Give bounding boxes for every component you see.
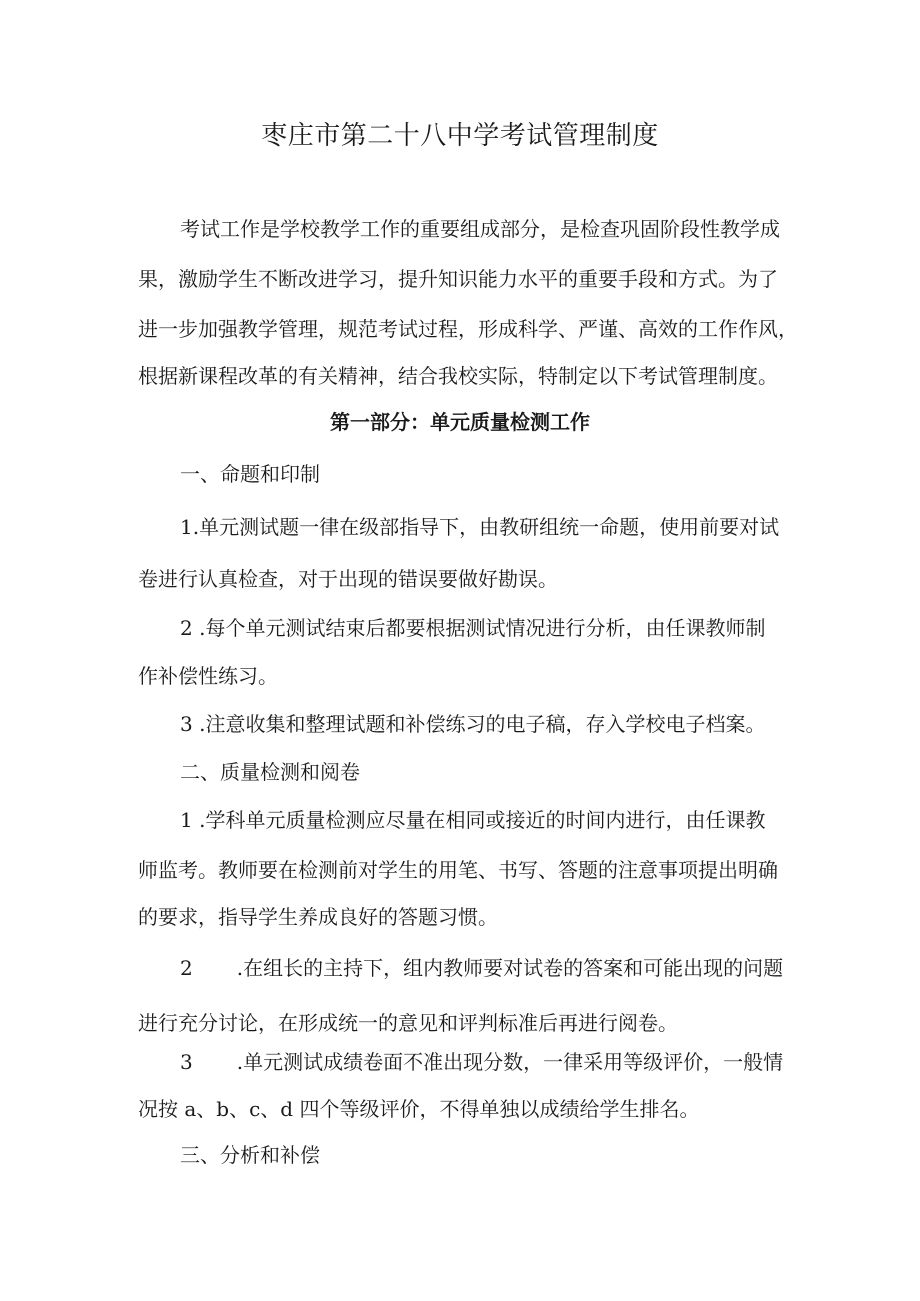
section1-heading: 一、命题和印制 (180, 462, 320, 486)
s2-item3-text: .单元测试成绩卷面不准出现分数，一律采用等级评价，一般情 (236, 1050, 784, 1074)
s2-item3-line-2: 况按 a、b、c、d 四个等级评价，不得单独以成绩给学生排名。 (138, 1097, 700, 1121)
s1-item2-line-1: 2 .每个单元测试结束后都要根据测试情况进行分析，由任课教师制 (180, 616, 766, 640)
intro-line-4: 根据新课程改革的有关精神，结合我校实际，特制定以下考试管理制度。 (138, 364, 778, 388)
section2-heading: 二、质量检测和阅卷 (180, 760, 360, 784)
s2-item2-line-1 (180, 953, 783, 983)
part1-heading: 第一部分：单元质量检测工作 (330, 410, 590, 434)
intro-line-3: 进一步加强教学管理，规范考试过程，形成科学、严谨、高效的工作作风， (138, 317, 798, 341)
intro-line-2: 果，激励学生不断改进学习，提升知识能力水平的重要手段和方式。为了 (138, 267, 778, 291)
s2-item1-line-2: 师监考。教师要在检测前对学生的用笔、书写、答题的注意事项提出明确 (138, 858, 778, 882)
s2-item3-line-1 (180, 1047, 783, 1077)
s2-item2-line-2: 进行充分讨论，在形成统一的意见和评判标准后再进行阅卷。 (138, 1011, 678, 1035)
s1-item1-line-1: 1.单元测试题一律在级部指导下，由教研组统一命题，使用前要对试 (180, 515, 780, 539)
s2-item1-line-3: 的要求，指导学生养成良好的答题习惯。 (138, 905, 498, 929)
s2-item2-number: 2 (180, 956, 193, 980)
intro-line-1: 考试工作是学校教学工作的重要组成部分，是检查巩固阶段性教学成 (180, 217, 780, 241)
document-title: 枣庄市第二十八中学考试管理制度 (261, 121, 659, 151)
s1-item3-line-1: 3 .注意收集和整理试题和补偿练习的电子稿，存入学校电子档案。 (180, 712, 766, 736)
s2-item3-number: 3 (180, 1050, 193, 1074)
section3-heading: 三、分析和补偿 (180, 1143, 320, 1167)
s2-item2-text: .在组长的主持下，组内教师要对试卷的答案和可能出现的问题 (236, 956, 784, 980)
s2-item1-line-1: 1 .学科单元质量检测应尽量在相同或接近的时间内进行，由任课教 (180, 808, 766, 832)
s1-item2-line-2: 作补偿性练习。 (138, 664, 278, 688)
s1-item1-line-2: 卷进行认真检查，对于出现的错误要做好勘误。 (138, 567, 558, 591)
